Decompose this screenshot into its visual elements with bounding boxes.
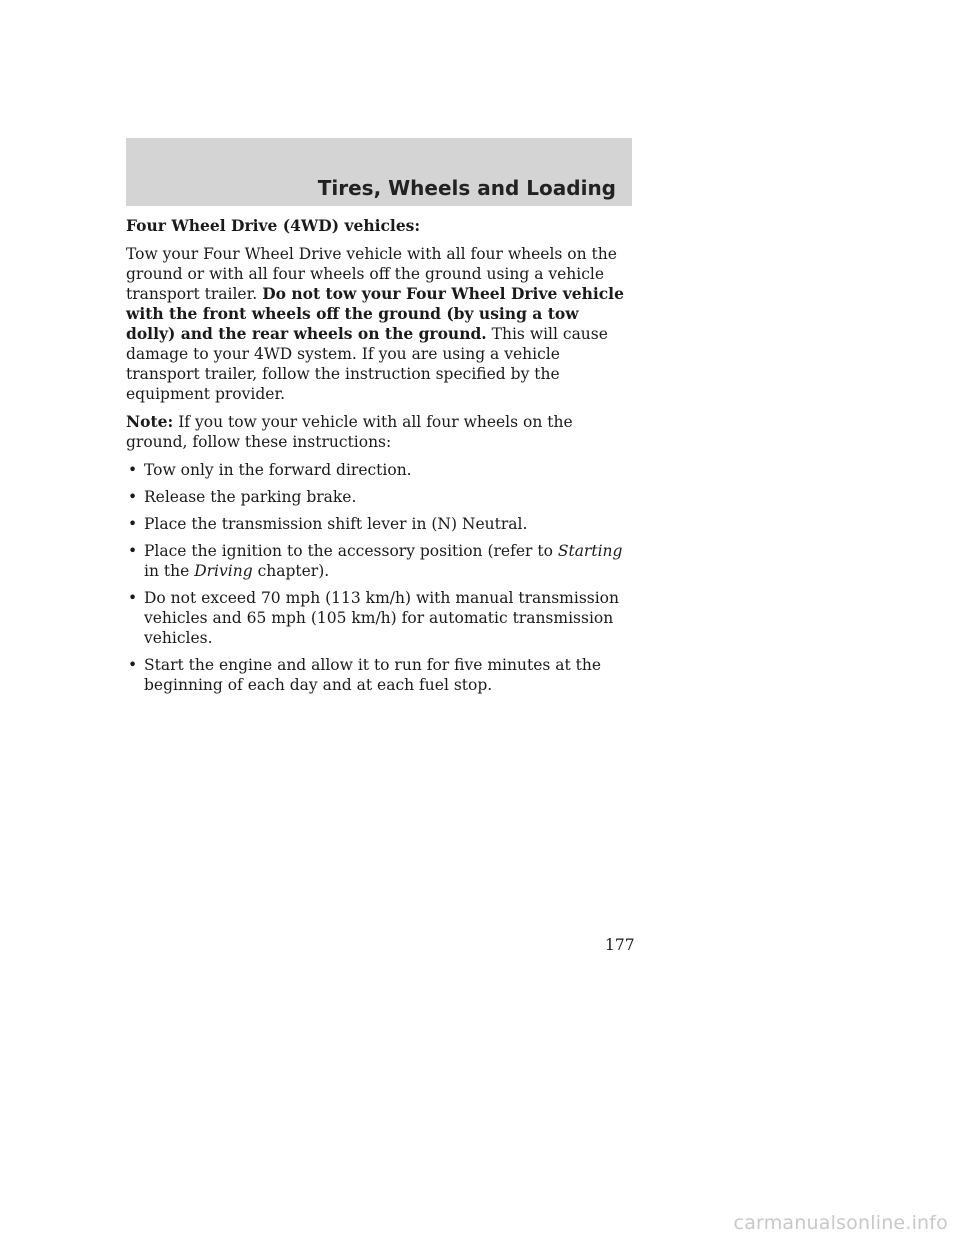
list-item xyxy=(126,460,632,480)
driving-chapter-reference: Driving xyxy=(194,562,253,580)
list-item-text: Tow only in the forward direction. xyxy=(144,461,412,479)
list-item xyxy=(126,655,632,695)
note-label: Note: xyxy=(126,412,174,431)
starting-reference: Starting xyxy=(557,542,623,560)
list-item xyxy=(126,541,632,581)
list-item-text-1: Place the ignition to the accessory position (refer to xyxy=(144,542,553,560)
note-paragraph xyxy=(126,412,632,452)
page-content xyxy=(126,216,632,702)
towing-paragraph xyxy=(126,244,632,404)
bullet-icon: • xyxy=(128,488,138,506)
list-item-text: Start the engine and allow it to run for five minutes at the beginning of each day and at each fuel stop. xyxy=(144,656,602,694)
list-item xyxy=(126,588,632,648)
list-item xyxy=(126,514,632,534)
section-title: Tires, Wheels and Loading xyxy=(317,176,616,200)
bullet-icon: • xyxy=(128,461,138,479)
bullet-icon: • xyxy=(128,589,138,607)
list-item-text: Place the transmission shift lever in (N) Neutral. xyxy=(144,515,528,533)
list-item-text: Release the parking brake. xyxy=(144,488,357,506)
bullet-icon: • xyxy=(128,515,138,533)
bullet-icon: • xyxy=(128,542,138,560)
towing-warning-bold: Do not tow your Four Wheel Drive vehicle with the front wheels off the ground (by using a tow dolly) and the rear wheels on the ground. xyxy=(126,284,624,343)
list-item-text-2: in the xyxy=(144,562,190,580)
bullet-icon: • xyxy=(128,656,138,674)
list-item xyxy=(126,487,632,507)
towing-text-1: Tow your Four Wheel Drive vehicle with all four wheels on the ground or with all four wheels off the ground using a vehicle transport trailer. xyxy=(126,245,617,303)
list-item-text: Do not exceed 70 mph (113 km/h) with manual transmission vehicles and 65 mph (105 km/h) for automatic transmission vehicles. xyxy=(144,589,619,647)
note-text: If you tow your vehicle with all four wheels on the ground, follow these instructions: xyxy=(126,413,573,451)
subheading: Four Wheel Drive (4WD) vehicles: xyxy=(126,216,421,235)
towing-text-2: This will cause damage to your 4WD system. If you are using a vehicle transport trailer, follow the instruction specified by the equipment provider. xyxy=(126,325,608,403)
section-header-band xyxy=(126,138,632,206)
page-number: 177 xyxy=(605,936,635,954)
list-item-text-3: chapter). xyxy=(257,562,330,580)
watermark: carmanualsonline.info xyxy=(733,1212,948,1234)
instruction-list xyxy=(126,460,632,695)
